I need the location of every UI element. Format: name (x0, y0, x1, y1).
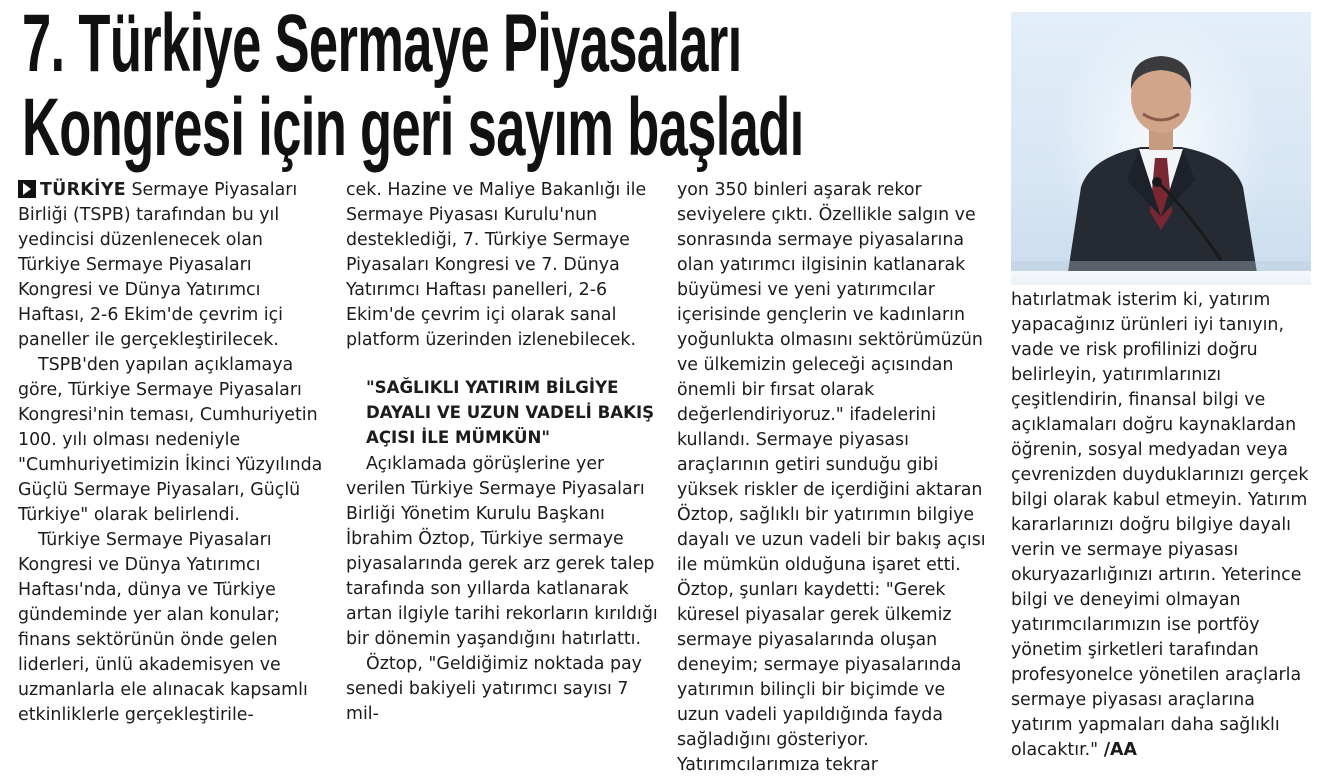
dateline-kicker: TÜRKİYE (40, 180, 126, 200)
lead-arrow-icon (18, 180, 36, 198)
article-column-3 (677, 178, 989, 778)
podium-edge (1011, 261, 1311, 271)
paragraph: Açıklamada görüşlerine yer verilen Türkiye Sermaye Piyasaları Birliği Yönetim Kurulu Başkanı İbrahim Öztop, Türkiye sermaye piyasalarında gerek arz gerek talep tarafında son yıllarda katlanarak artan ilgiyle tarihi rekorların kırıldığı bir dönemin yaşandığını hatırlattı. (346, 454, 658, 649)
article-subheading: "SAĞLIKLI YATIRIM BİLGİYE DAYALI VE UZUN VADELİ BAKIŞ AÇISI İLE MÜMKÜN" (366, 378, 655, 447)
article-headline (22, 0, 804, 173)
closing-paragraph (1011, 288, 1315, 763)
paragraph: cek. Hazine ve Maliye Bakanlığı ile Sermaye Piyasası Kurulu'nun desteklediği, 7. Türkiye Sermaye Piyasaları Kongresi ve 7. Dünya Yatırımcı Haftası panelleri, 2-6 Ekim'de çevrim içi olarak sanal platform üzerinden izlenebilecek. (346, 180, 647, 350)
article-column-2 (346, 178, 658, 727)
paragraph: Öztop, "Geldiğimiz noktada pay senedi bakiyeli yatırımcı sayısı 7 mil- (346, 654, 642, 724)
speaker-photo (1011, 12, 1311, 285)
agency-signature: /AA (1103, 740, 1137, 760)
article-column-4 (1011, 288, 1315, 763)
paragraph: Türkiye Sermaye Piyasaları Kongresi ve Dünya Yatırımcı Haftası'nda, dünya ve Türkiye gündeminde yer alan konular; finans sektörünün önde gelen liderleri, ünlü akademisyen ve uzmanlarla ele alınacak kapsamlı etkinliklerle gerçekleştirile- (18, 530, 308, 725)
paragraph: yon 350 binleri aşarak rekor seviyelere çıktı. Özellikle salgın ve sonrasında sermaye piyasalarına olan yatırımcı ilgisinin katlanarak büyümesi ve yeni yatırımcılar içerisinde gençlerin ve kadınların yoğunlukta olmasını sektörümüzün ve ülkemizin geleceği açısından önemli bir fırsat olarak değerlendiriyoruz." ifadelerini kullandı. Sermaye piyasası araçlarının getiri sunduğu gibi yüksek riskler de içerdiğini aktaran Öztop, sağlıklı bir yatırımın bilgiye dayalı ve uzun vadeli bir bakış açısı ile mümkün olduğuna işaret etti. Öztop, şunları kaydetti: "Gerek küresel piyasalar gerek ülkemiz sermaye piyasalarında oluşan deneyim; sermaye piyasalarında yatırımın bilinçli bir biçimde ve uzun vadeli yapıldığında fayda sağladığını gösteriyor. Yatırımcılarımıza tekrar (677, 180, 986, 775)
headline-line-2: Kongresi için geri sayım başladı (22, 82, 804, 173)
paragraph-text: hatırlatmak isterim ki, yatırım yapacağınız ürünleri iyi tanıyın, vade ve risk profilinizi doğru belirleyin, yatırımlarınızı çeşitlendirin, finansal bilgi ve açıklamaları doğru kaynaklardan öğrenin, sosyal medyadan veya çevrenizden duyduklarınızı gerçek bilgi olarak kabul etmeyin. Yatırım kararlarınızı doğru bilgiye dayalı verin ve sermaye piyasası okuryazarlığınızı artırın. Yeterince bilgi ve deneyimi olmayan yatırımcılarımızın ise portföy yönetim şirketleri tarafından profesyonelce yönetilen araçlarla sermaye piyasası araçlarına yatırım yapmaları daha sağlıklı olacaktır." (1011, 290, 1309, 760)
speaker-illustration (1011, 12, 1311, 285)
article-column-1 (18, 178, 330, 728)
paragraph: TSPB'den yapılan açıklamaya göre, Türkiye Sermaye Piyasaları Kongresi'nin teması, Cumhuriyetin 100. yılı olması nedeniyle "Cumhuriyetimizin İkinci Yüzyılında Güçlü Sermaye Piyasaları, Güçlü Türkiye" olarak belirlendi. (18, 355, 323, 525)
lead-paragraph (18, 178, 330, 353)
headline-line-1: 7. Türkiye Sermaye Piyasaları (22, 0, 742, 89)
paragraph-text: Sermaye Piyasaları Birliği (TSPB) tarafından bu yıl yedincisi düzenlenecek olan Türkiye Sermaye Piyasaları Kongresi ve Dünya Yatırımcı Haftası, 2-6 Ekim'de çevrim içi paneller ile gerçekleştirilecek. (18, 180, 298, 350)
stage-floor (1011, 271, 1311, 285)
